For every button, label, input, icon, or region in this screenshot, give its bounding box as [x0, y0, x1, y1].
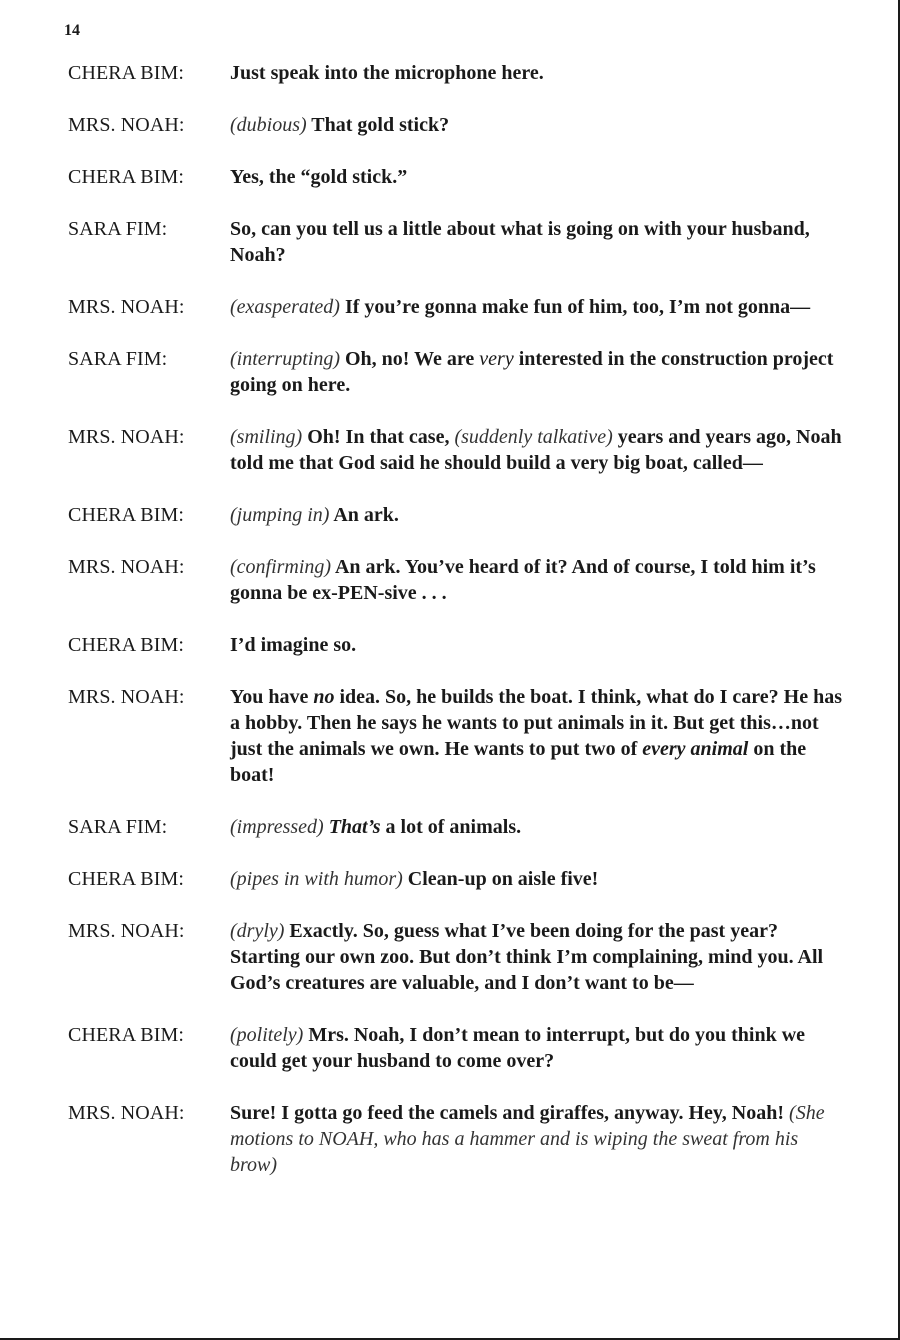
dialogue — [230, 684, 843, 788]
dialogue — [230, 866, 843, 892]
script-line — [68, 502, 843, 528]
dialogue-text: You have — [230, 686, 314, 708]
dialogue-text: Yes, the “gold stick.” — [230, 166, 408, 188]
speaker-name: MRS. NOAH: — [68, 426, 185, 448]
dialogue-text: Mrs. Noah, I don’t mean to interrupt, but do you think we could get your husband to come over? — [230, 1024, 806, 1072]
dialogue — [230, 632, 843, 658]
stage-direction: (jumping in) — [230, 504, 330, 526]
dialogue — [230, 164, 843, 190]
script-line — [68, 60, 843, 86]
script-line — [68, 814, 843, 840]
dialogue-text: That gold stick? — [306, 114, 450, 136]
dialogue — [230, 918, 843, 996]
speaker-name: MRS. NOAH: — [68, 556, 185, 578]
speaker-name: SARA FIM: — [68, 218, 168, 240]
stage-direction: (suddenly talkative) — [454, 426, 613, 448]
dialogue-text: If you’re gonna make fun of him, too, I’m not gonna— — [339, 296, 811, 318]
dialogue — [230, 502, 843, 528]
dialogue-text: Oh! In that case, — [302, 426, 455, 448]
script-line — [68, 346, 843, 398]
dialogue-text: I’d imagine so. — [230, 634, 357, 656]
speaker-name: SARA FIM: — [68, 348, 168, 370]
dialogue-text: Exactly. So, guess what I’ve been doing for the past year? Starting our own zoo. But don’t think I’m complaining, mind you. All God’s creatures are valuable, and I don’t want to be— — [230, 920, 824, 994]
speaker-name: MRS. NOAH: — [68, 114, 185, 136]
script-line — [68, 632, 843, 658]
script-line — [68, 918, 843, 996]
speaker-name: MRS. NOAH: — [68, 1102, 185, 1124]
dialogue — [230, 814, 843, 840]
dialogue — [230, 216, 843, 268]
dialogue-text: An ark. — [329, 504, 399, 526]
page-number: 14 — [64, 22, 80, 39]
script-line — [68, 216, 843, 268]
dialogue-text: Just speak into the microphone here. — [230, 62, 544, 84]
dialogue-text: interested in the construction project going on here. — [230, 348, 834, 396]
stage-direction: (impressed) — [230, 816, 324, 838]
dialogue-text: An ark. You’ve heard of it? And of course, I told him it’s gonna be ex-PEN-sive . . . — [230, 556, 816, 604]
script-line — [68, 424, 843, 476]
dialogue-text: a lot of animals. — [380, 816, 522, 838]
speaker-name: CHERA BIM: — [68, 868, 185, 890]
dialogue — [230, 346, 843, 398]
script-line — [68, 1100, 843, 1178]
script-line — [68, 554, 843, 606]
dialogue-text: Clean-up on aisle five! — [402, 868, 599, 890]
dialogue — [230, 60, 843, 86]
dialogue-text: Sure! I gotta go feed the camels and giraffes, anyway. Hey, Noah! — [230, 1102, 790, 1124]
script-dialogue — [68, 60, 843, 1204]
dialogue — [230, 1100, 843, 1178]
stage-direction: (confirming) — [230, 556, 332, 578]
speaker-name: CHERA BIM: — [68, 62, 185, 84]
speaker-name: CHERA BIM: — [68, 634, 185, 656]
speaker-name: MRS. NOAH: — [68, 296, 185, 318]
script-line — [68, 866, 843, 892]
stage-direction: (She motions to NOAH, who has a hammer and is wiping the sweat from his brow) — [230, 1102, 825, 1176]
script-line — [68, 294, 843, 320]
emphasis-text: every animal — [642, 738, 749, 760]
emphasis-text: no — [313, 686, 335, 708]
speaker-name: MRS. NOAH: — [68, 686, 185, 708]
script-line — [68, 112, 843, 138]
stage-direction: (interrupting) — [230, 348, 340, 370]
stage-direction: (politely) — [230, 1024, 304, 1046]
emphasis-text: That’s — [328, 816, 381, 838]
script-line — [68, 684, 843, 788]
stage-direction: (smiling) — [230, 426, 303, 448]
dialogue — [230, 294, 843, 320]
dialogue — [230, 424, 843, 476]
speaker-name: CHERA BIM: — [68, 1024, 185, 1046]
stage-direction: (pipes in with humor) — [230, 868, 403, 890]
emphasis-text: very — [479, 348, 514, 370]
speaker-name: SARA FIM: — [68, 816, 168, 838]
stage-direction: (dubious) — [230, 114, 307, 136]
dialogue-text: years and years ago, Noah told me that God said he should build a very big boat, called— — [230, 426, 842, 474]
dialogue — [230, 112, 843, 138]
dialogue-text: idea. So, he builds the boat. I think, what do I care? He has a hobby. Then he says he wants to put animals in it. But get this…not just the animals we own. He wants to put two of — [230, 686, 842, 760]
speaker-name: CHERA BIM: — [68, 504, 185, 526]
dialogue — [230, 1022, 843, 1074]
dialogue-text: Oh, no! We are — [340, 348, 480, 370]
script-line — [68, 164, 843, 190]
dialogue — [230, 554, 843, 606]
dialogue-text: on the boat! — [230, 738, 807, 786]
speaker-name: MRS. NOAH: — [68, 920, 185, 942]
dialogue-text: So, can you tell us a little about what is going on with your husband, Noah? — [230, 218, 810, 266]
speaker-name: CHERA BIM: — [68, 166, 185, 188]
stage-direction: (exasperated) — [230, 296, 340, 318]
script-line — [68, 1022, 843, 1074]
stage-direction: (dryly) — [230, 920, 285, 942]
